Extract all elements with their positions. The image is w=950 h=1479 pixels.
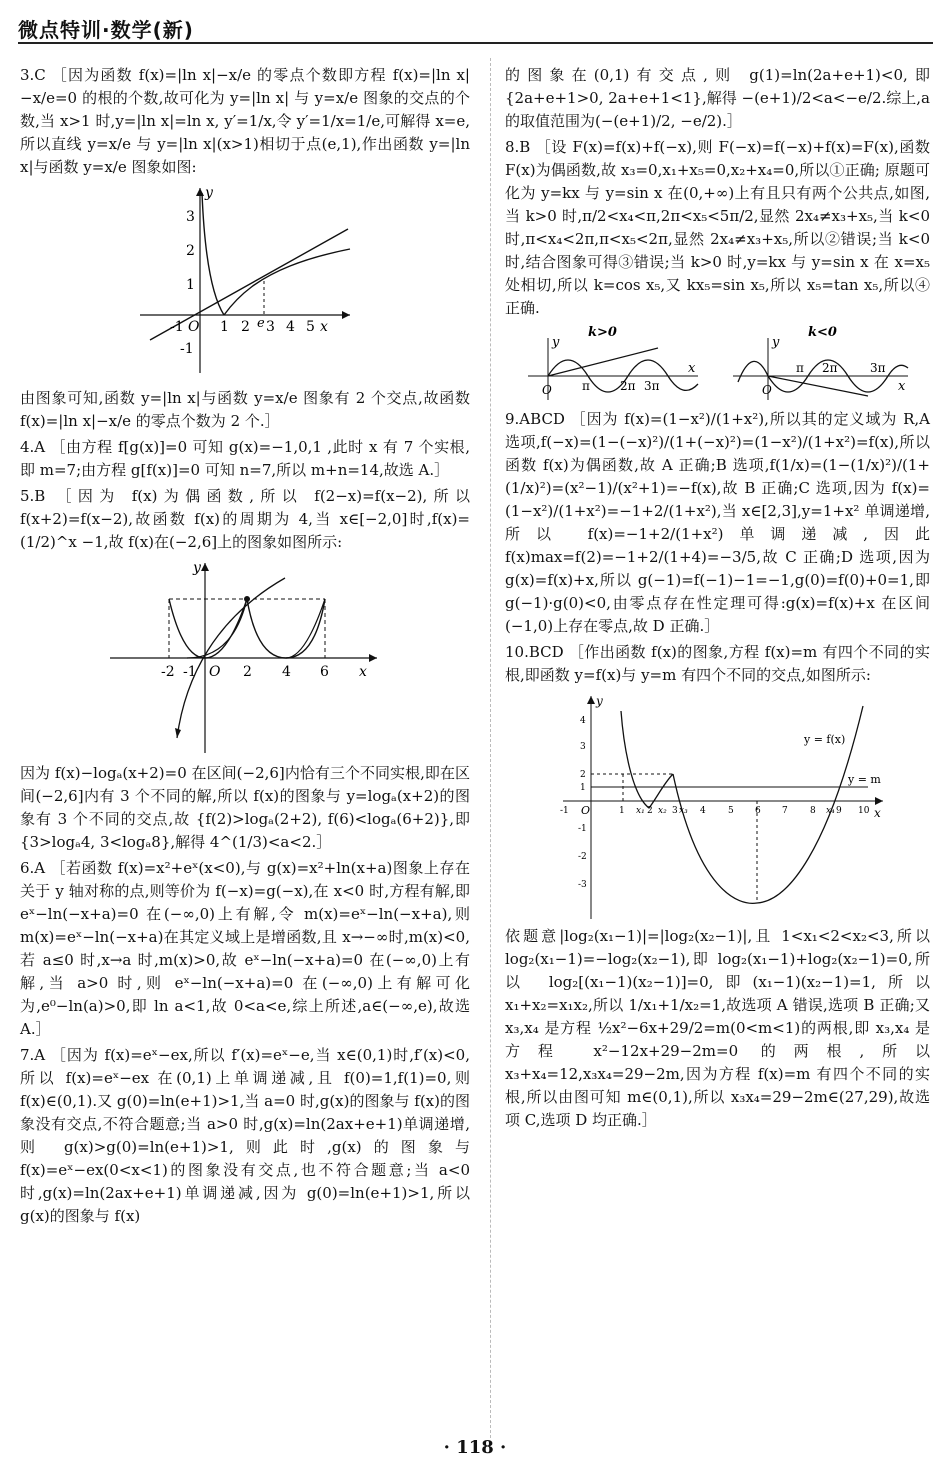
answer-7-continued: 的图象在(0,1)有交点,则 g(1)=ln(2a+e+1)<0,即 {2a+e+1>0, 2a+e+1<1},解得 −(e+1)/2<a<−e/2.综上,a 的取值范围为(−(e+1)/2, −e/2).］ — [505, 66, 930, 130]
fig4-x-tick: 4 — [699, 806, 706, 816]
fig4-y-tick: -1 — [577, 824, 587, 834]
fig2-x-tick: -1 — [183, 664, 197, 680]
fig1-x-tick: 4 — [286, 319, 295, 335]
fig2-x-tick: -2 — [161, 664, 175, 680]
answer-8: 8.B ［设 F(x)=f(x)+f(−x),则 F(−x)=f(−x)+f(x)=F(x),函数 F(x)为偶函数,故 x₃=0,x₁+x₅=0,x₂+x₄=0,所以①正确; 原题可化为 y=kx 与 y=sin x 在(0,+∞)上有且只有两个公共点,如图,当 k>0 时,π/2<x₄<π,2π<x₅<5π/2,显然 2x₄≠x₃+x₅,当 k<0 时,π<x₄<2π,π<x₅<2π,显然 2x₄≠x₃+x₅,所以②错误;当 k<0 时,结合图象可得③错误;当 k>0 时,y=kx 与 y=sin x 在 x=x₅ 处相切,所以 k=cos x₅,又 kx₅=sin x₅,所以 x₅=tan x₅,所以④正确. — [505, 138, 930, 317]
fig3-left-x: x — [687, 361, 695, 376]
fig3-right-tick: O — [761, 383, 772, 397]
fig1-x-tick: 2 — [241, 319, 250, 335]
fig4-y-tick: 4 — [579, 716, 586, 726]
fig4-x-tick: 7 — [781, 806, 788, 816]
fig3-left-tick: O — [541, 383, 552, 397]
fig4-x-tick: O — [580, 804, 590, 817]
answer-5-part1: 5.B ［因为 f(x)为偶函数,所以 f(2−x)=f(x−2),所以 f(x+2)=f(x−2),故函数 f(x)的周期为 4,当 x∈[−2,0]时,f(x)=(1/2)^x −1,故 f(x)在(−2,6]上的图象如图所示: — [20, 487, 470, 551]
figure-periodic-graph — [105, 558, 385, 758]
fig4-x-tick: 3 — [671, 806, 678, 816]
right-column — [505, 62, 930, 1135]
fig2-y-label: y — [193, 560, 201, 576]
left-column — [20, 62, 470, 1231]
answer-10-part1: 10.BCD ［作出函数 f(x)的图象,方程 f(x)=m 有四个不同的实根,即函数 y=f(x)与 y=m 有四个不同的交点,如图所示: — [505, 643, 930, 684]
answer-5-part2: 因为 f(x)−logₐ(x+2)=0 在区间(−2,6]内恰有三个不同实根,即在区间(−2,6]内有 3 个不同的解,所以 f(x)的图象与 y=logₐ(x+2)的图象有 3 个不同的交点,故 {f(2)>logₐ(2+2), f(6)<logₐ(6+2)},即 {3>logₐ4, 3<logₐ8},解得 4^(1/3)<a<2.］ — [20, 764, 470, 851]
fig4-curve-label: y = f(x) — [803, 733, 845, 746]
fig4-y-tick: 3 — [579, 742, 586, 752]
fig4-x-mark: x₃ — [678, 806, 688, 816]
figure-piecewise-graph — [548, 691, 888, 921]
fig4-x-mark: x₄ — [825, 806, 835, 816]
answer-4: 4.A ［由方程 f[g(x)]=0 可知 g(x)=−1,0,1 ,此时 x 有 7 个实根,即 m=7;由方程 g[f(x)]=0 可知 n=7,所以 m+n=14,故选 A.］ — [20, 438, 470, 479]
fig3-right-y: y — [771, 335, 779, 350]
fig2-x-label: x — [359, 664, 367, 680]
answer-6: 6.A ［若函数 f(x)=x²+eˣ(x<0),与 g(x)=x²+ln(x+a)图象上存在关于 y 轴对称的点,则等价为 f(−x)=g(−x),在 x<0 时,方程有解,即 eˣ−ln(−x+a)=0 在(−∞,0)上有解,令 m(x)=eˣ−ln(−x+a),则 m(x)=eˣ−ln(−x+a)在其定义域上是增函数,且 x→−∞时,m(x)<0,若 a≤0 时,x→a 时,m(x)>0,故 eˣ−ln(−x+a)=0 在(−∞,0)上有解,当 a>0 时,则 eˣ−ln(−x+a)=0 在(−∞,0)上有解可化为,e⁰−ln(a)>0,即 ln a<1,故 0<a<e,综上所述,a∈(−∞,e),故选 A.］ — [20, 859, 470, 1038]
fig2-x-tick: 6 — [320, 664, 329, 680]
fig1-y-tick: -1 — [180, 341, 194, 357]
fig3-left-tick: π — [581, 379, 590, 393]
fig4-y-tick: -2 — [577, 852, 587, 862]
fig2-x-tick: 2 — [243, 664, 252, 680]
answer-3-part1: 3.C ［因为函数 f(x)=|ln x|−x/e 的零点个数即方程 f(x)=|ln x|−x/e=0 的根的个数,故可化为 y=|ln x| 与 y=x/e 图象的交点的个数,当 x>1 时,y=|ln x|=ln x, y′=1/x,令 y′=1/x=1/e,可解得 x=e,所以直线 y=x/e 与 y=|ln x|(x>1)相切于点(e,1),作出函数 y=|ln x|与函数 y=x/e 图象如图: — [20, 66, 470, 176]
page-title: 微点特训·数学(新) — [18, 18, 194, 42]
fig1-x-tick: -1 — [170, 319, 184, 335]
answer-10-part2: 依题意|log₂(x₁−1)|=|log₂(x₂−1)|,且 1<x₁<2<x₂<3,所以 log₂(x₁−1)=−log₂(x₂−1),即 log₂(x₁−1)+log₂(x₂−1)=0,所以 log₂[(x₁−1)(x₂−1)]=0,即(x₁−1)(x₂−1)=1,所以 x₁+x₂=x₁x₂,所以 1/x₁+1/x₂=1,故选项 A 错误,选项 B 正确;又 x₃,x₄ 是方程 ½x²−6x+29/2=m(0<m<1)的两根,即 x₃,x₄ 是方程 x²−12x+29−2m=0 的两根,所以 x₃+x₄=12,x₃x₄=29−2m,因为方程 f(x)=m 有四个不同的实根,所以由图可知 m∈(0,1),所以 x₃x₄=29−2m∈(27,29),故选项 C,选项 D 均正确.］ — [505, 927, 930, 1129]
fig3-left-y: y — [551, 335, 559, 350]
fig1-x-label: x — [320, 319, 328, 335]
fig2-x-tick: 4 — [282, 664, 291, 680]
fig1-x-tick: 1 — [220, 319, 229, 335]
fig1-y-tick: 3 — [186, 209, 195, 225]
answer-7: 7.A ［因为 f(x)=eˣ−ex,所以 f′(x)=eˣ−e,当 x∈(0,1)时,f′(x)<0,所以 f(x)=eˣ−ex 在(0,1)上单调递减,且 f(0)=1,f(1)=0,则 f(x)∈(0,1).又 g(0)=ln(e+1)>1,当 a=0 时,g(x)的图象与 f(x)的图象没有交点,不符合题意;当 a>0 时,g(x)=ln(2ax+e+1)单调递增,则 g(x)>g(0)=ln(e+1)>1,则此时,g(x)的图象与 f(x)=eˣ−ex(0<x<1)的图象没有交点,也不符合题意;当 a<0 时,g(x)=ln(2ax+e+1)单调递减,因为 g(0)=ln(e+1)>1,所以 g(x)的图象与 f(x) — [20, 1046, 470, 1225]
fig3-right-tick: 3π — [869, 361, 886, 375]
fig4-y-label: y — [595, 694, 603, 708]
fig1-x-tick: 5 — [306, 319, 315, 335]
fig4-x-mark: x₁ — [635, 806, 645, 816]
fig2-x-tick: O — [209, 664, 221, 680]
page-number: · 118 · — [443, 1437, 507, 1458]
fig1-x-tick: e — [257, 316, 265, 331]
fig3-right-tick: 2π — [821, 361, 838, 375]
fig4-x-tick: 5 — [727, 806, 734, 816]
fig4-x-tick: -1 — [559, 806, 569, 816]
fig4-y-tick: -3 — [577, 880, 587, 890]
fig4-x-mark: x₂ — [657, 806, 667, 816]
column-divider — [490, 58, 491, 1438]
fig3-right-tick: π — [795, 361, 804, 375]
fig1-x-tick: 3 — [266, 319, 275, 335]
fig1-y-label: y — [205, 185, 213, 201]
fig3-left-title: k>0 — [587, 325, 617, 340]
fig1-x-tick: O — [188, 319, 200, 335]
answer-9: 9.ABCD ［因为 f(x)=(1−x²)/(1+x²),所以其的定义域为 R,A 选项,f(−x)=(1−(−x)²)/(1+(−x)²)=(1−x²)/(1+x²)=f(x),所以函数 f(x)为偶函数,故 A 正确;B 选项,f(1/x)=(1−(1/x)²)/(1+(1/x)²)=(x²−1)/(x²+1)=−f(x),故 B 正确;C 选项,因为 f(x)=(1−x²)/(1+x²)=−1+2/(1+x²),当 x∈[2,3],y=1+x² 单调递增,所以 f(x)=−1+2/(1+x²)单调递减,因此 f(x)max=f(2)=−1+2/(1+4)=−3/5,故 C 正确;D 选项,因为 g(x)=f(x)+x,所以 g(−1)=f(−1)−1=−1,g(0)=f(0)+0=1,即 g(−1)·g(0)<0,由零点存在性定理可得:g(x)=f(x)+x 在区间(−1,0)上存在零点,故 D 正确.］ — [505, 410, 930, 635]
fig1-y-tick: 2 — [186, 243, 195, 259]
page-header — [18, 8, 933, 44]
fig4-y-tick: 1 — [579, 783, 586, 793]
fig4-line-label: y = m — [847, 773, 881, 786]
figure-ln-graph — [130, 183, 360, 383]
fig3-right-x: x — [897, 379, 905, 394]
fig4-x-label: x — [873, 806, 881, 820]
figure-sine-graphs — [508, 324, 928, 404]
fig4-x-tick: 8 — [809, 806, 816, 816]
fig3-right-title: k<0 — [807, 325, 837, 340]
fig4-x-tick: 9 — [835, 806, 842, 816]
fig3-left-tick: 2π — [619, 379, 636, 393]
fig4-x-tick: 6 — [754, 806, 761, 816]
fig4-x-tick: 2 — [646, 806, 653, 816]
fig4-y-tick: 2 — [579, 770, 586, 780]
fig3-left-tick: 3π — [643, 379, 660, 393]
fig1-y-tick: 1 — [186, 277, 195, 293]
answer-3-part2: 由图象可知,函数 y=|ln x|与函数 y=x/e 图象有 2 个交点,故函数 f(x)=|ln x|−x/e 的零点个数为 2 个.］ — [20, 389, 470, 430]
fig4-x-tick: 1 — [618, 806, 625, 816]
fig4-x-tick: 10 — [857, 806, 869, 816]
